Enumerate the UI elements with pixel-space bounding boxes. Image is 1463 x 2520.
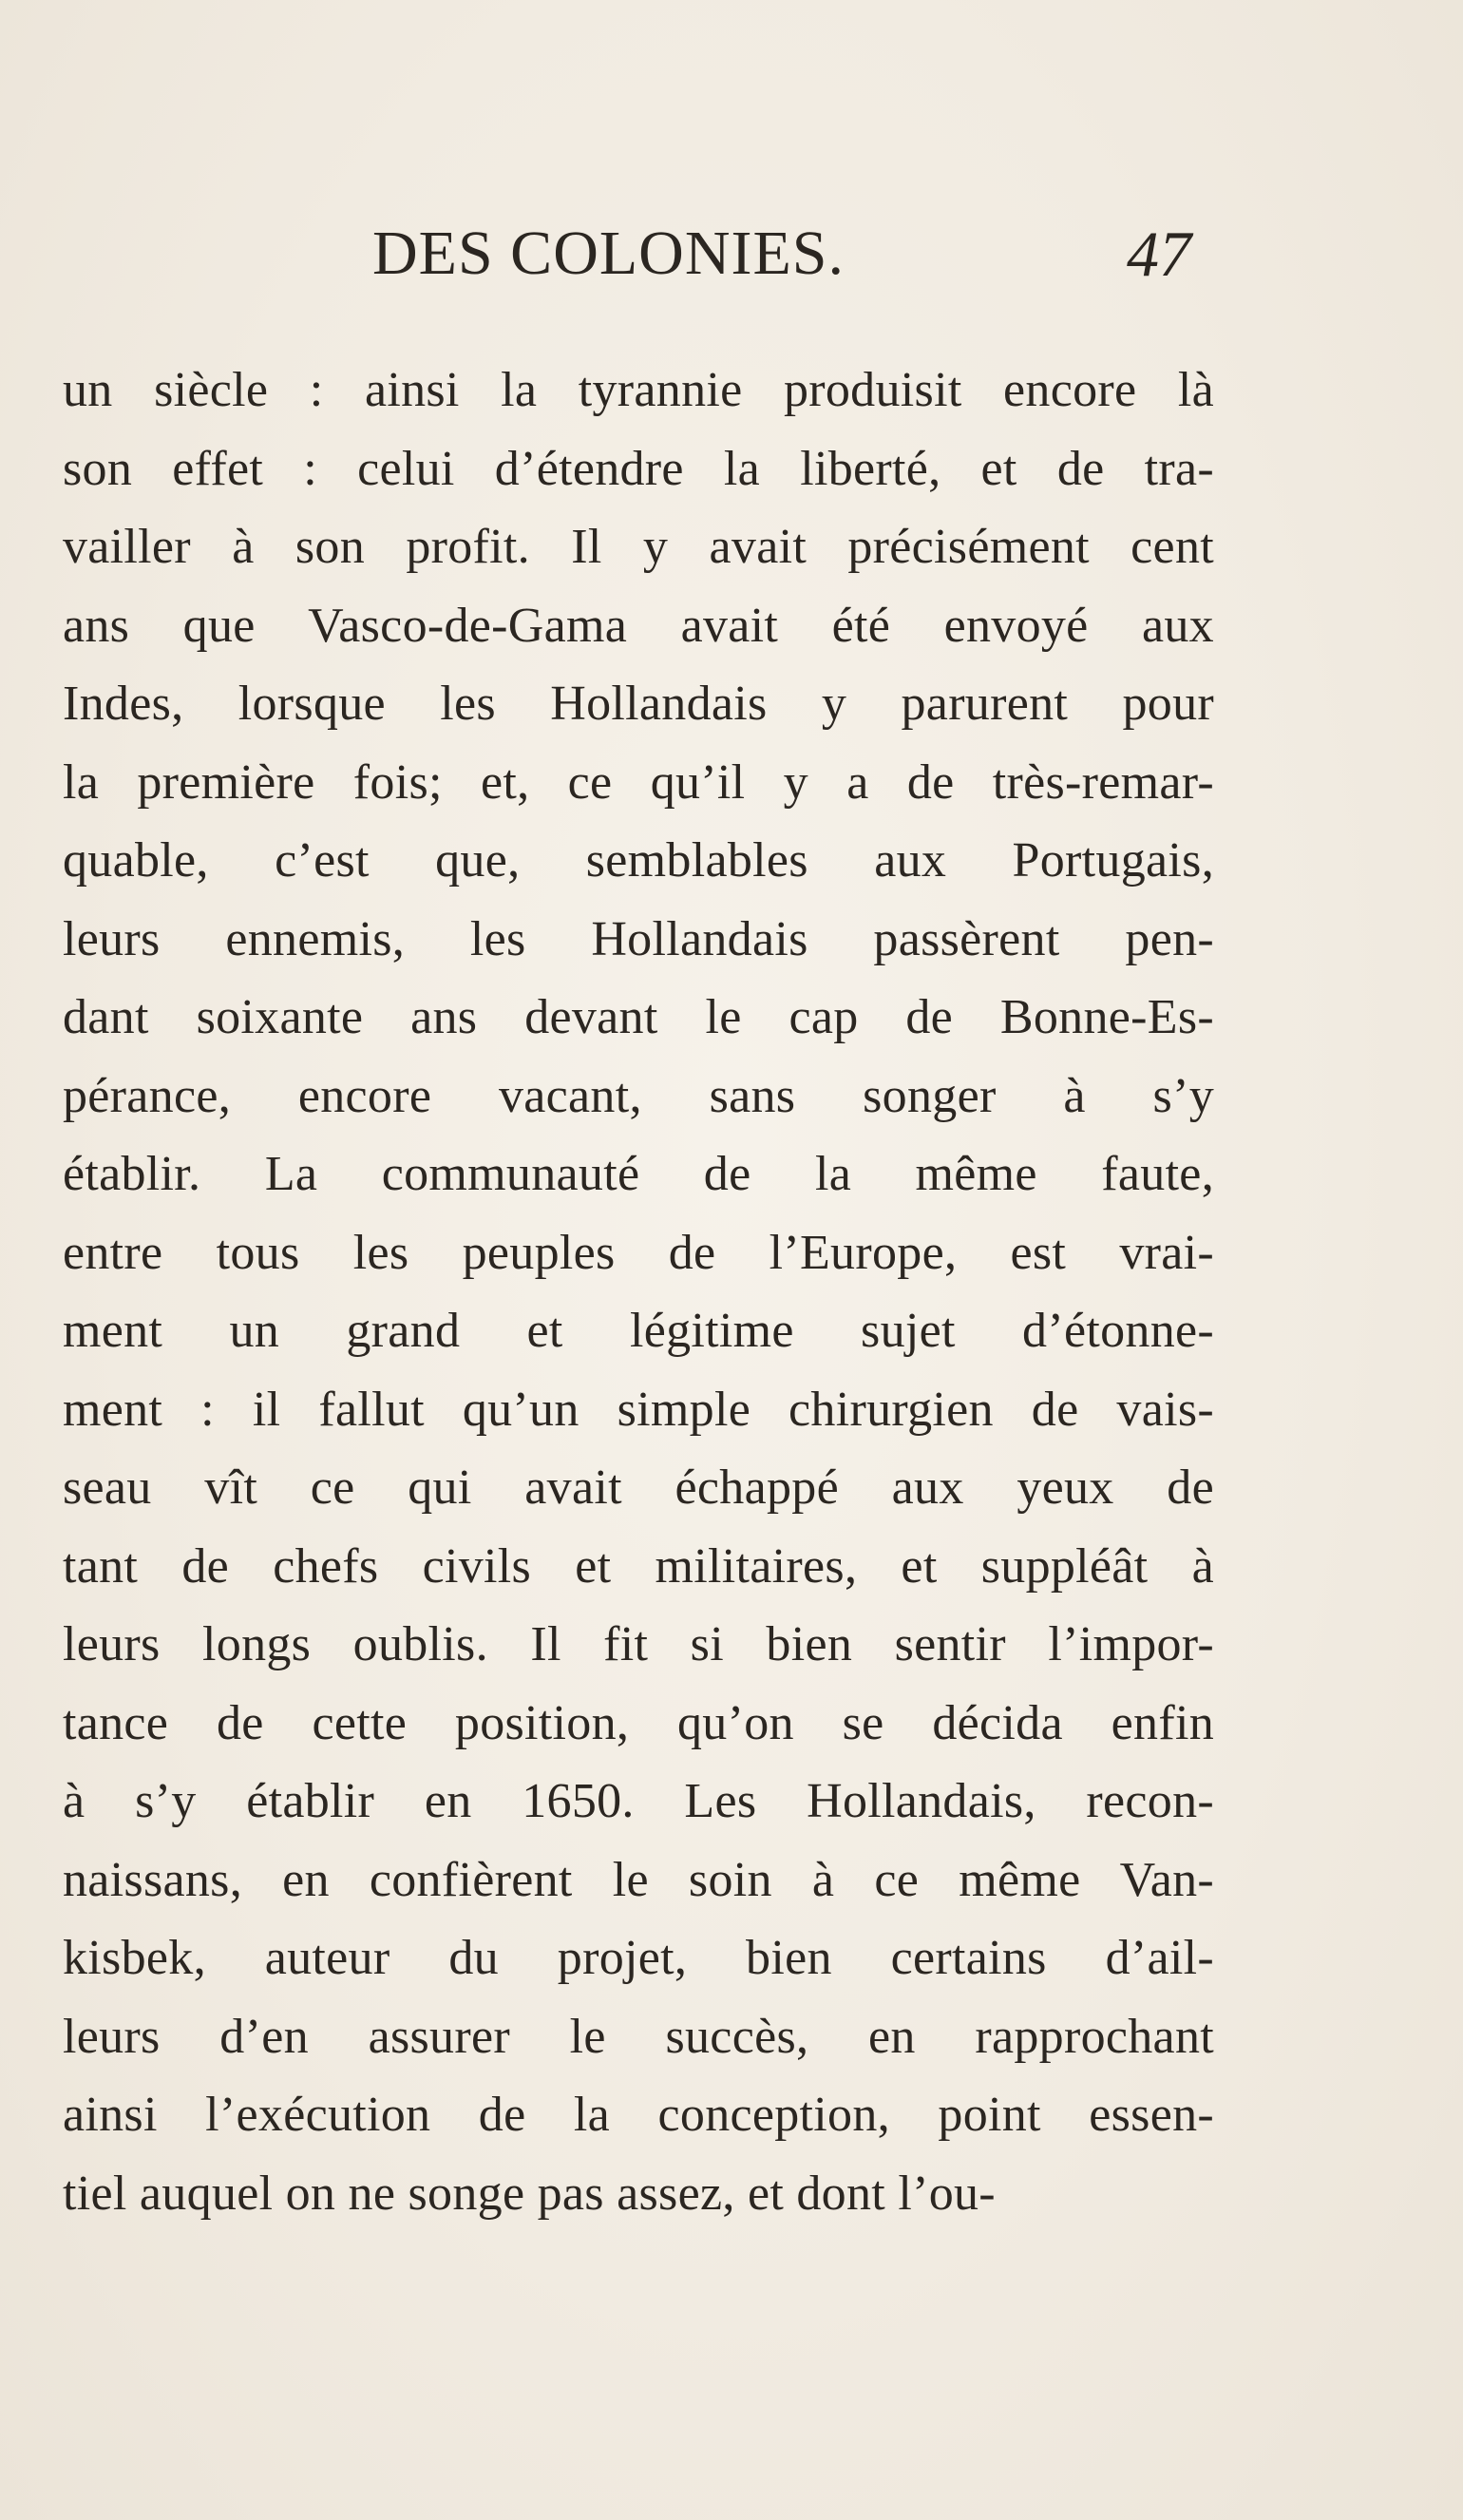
body-text [63, 352, 1214, 2233]
text-line: naissans, en confièrent le soin à ce même Van- [63, 1852, 1214, 1907]
text-line: à s’y établir en 1650. Les Hollandais, recon- [63, 1774, 1214, 1828]
text-line: établir. La communauté de la même faute, [63, 1147, 1214, 1201]
text-line: leurs ennemis, les Hollandais passèrent pen- [63, 911, 1214, 966]
text-line: ment un grand et légitime sujet d’étonne- [63, 1304, 1214, 1358]
text-line: Indes, lorsque les Hollandais y parurent pour [63, 677, 1214, 731]
text-line: ans que Vasco-de-Gama avait été envoyé aux [63, 598, 1214, 653]
text-line: tant de chefs civils et militaires, et suppléât à [63, 1538, 1214, 1594]
text-line: seau vît ce qui avait échappé aux yeux de [63, 1460, 1214, 1515]
running-head-title: DES COLONIES. [372, 219, 846, 288]
text-line: dant soixante ans devant le cap de Bonne-Es- [63, 990, 1214, 1044]
text-line: kisbek, auteur du projet, bien certains d’ail- [63, 1931, 1214, 1985]
text-line: la première fois; et, ce qu’il y a de très-remar- [63, 754, 1214, 810]
text-line: quable, c’est que, semblables aux Portugais, [63, 833, 1214, 888]
text-line: ment : il fallut qu’un simple chirurgien de vais- [63, 1382, 1214, 1437]
text-line: un siècle : ainsi la tyrannie produisit encore là [63, 363, 1214, 417]
running-head [0, 211, 1463, 296]
page-number: 47 [1127, 218, 1191, 290]
text-line: tance de cette position, qu’on se décida enfin [63, 1695, 1214, 1750]
text-line: son effet : celui d’étendre la liberté, et de tra- [63, 441, 1214, 496]
text-line: tiel auquel on ne songe pas assez, et dont l’ou- [63, 2166, 996, 2221]
text-line: leurs d’en assurer le succès, en rapprochant [63, 2009, 1214, 2064]
text-line: leurs longs oublis. Il fit si bien sentir l’impor- [63, 1617, 1214, 1671]
text-line: ainsi l’exécution de la conception, point essen- [63, 2088, 1214, 2142]
text-line: pérance, encore vacant, sans songer à s’y [63, 1068, 1214, 1123]
text-line: vailler à son profit. Il y avait précisément cent [63, 520, 1214, 574]
text-line: entre tous les peuples de l’Europe, est vrai- [63, 1225, 1214, 1280]
